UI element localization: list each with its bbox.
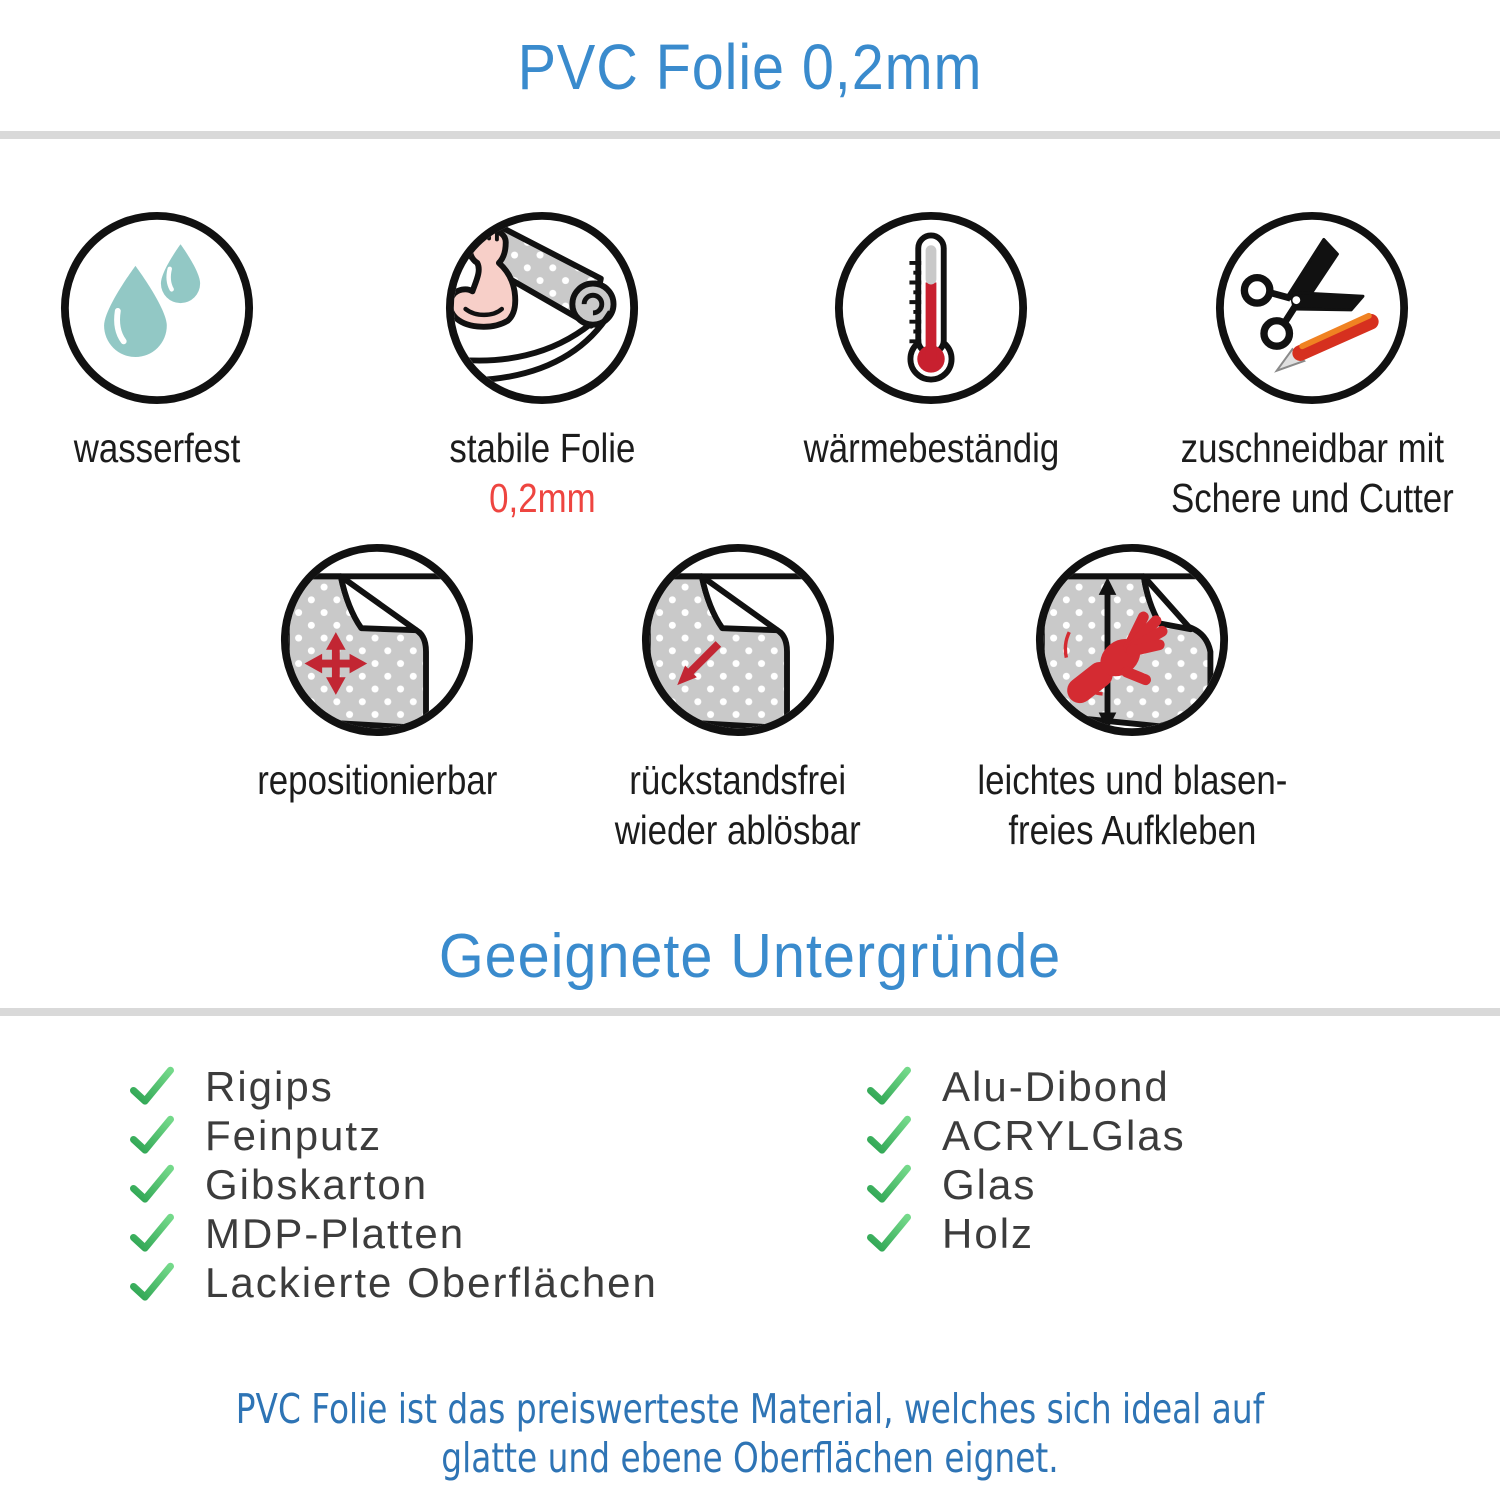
scissors-cutter-icon <box>1214 210 1410 406</box>
feature-label <box>977 755 1287 855</box>
substrate-label: MDP-Platten <box>205 1209 466 1257</box>
hand-smoothing-foil-icon <box>1034 542 1230 738</box>
footer-line: glatte und ebene Oberflächen eignet. <box>441 1434 1059 1482</box>
substrate-label: Alu-Dibond <box>942 1062 1170 1110</box>
feature-label-line: freies Aufkleben <box>1008 807 1256 853</box>
feature-sublabel-thickness: 0,2mm <box>488 475 596 521</box>
substrate-label: Holz <box>942 1209 1035 1257</box>
list-item <box>862 1062 1186 1111</box>
foil-move-arrows-icon <box>279 542 475 738</box>
list-item <box>125 1062 658 1111</box>
check-icon <box>862 1065 916 1109</box>
feature-label-line: rückstandsfrei <box>629 757 847 803</box>
check-icon <box>125 1114 179 1158</box>
thermometer-icon <box>833 210 1029 406</box>
list-item <box>125 1160 658 1209</box>
water-drops-icon <box>59 210 255 406</box>
substrate-label: Lackierte Oberflächen <box>205 1258 658 1306</box>
footer-line: PVC Folie ist das preiswerteste Material, welches sich ideal auf <box>235 1385 1265 1433</box>
substrates-heading: Geeignete Untergründe <box>438 922 1062 991</box>
feature-label-line: repositionierbar <box>256 757 498 803</box>
list-item <box>125 1111 658 1160</box>
feature-label-line: leichtes und blasen- <box>977 757 1287 803</box>
substrate-label: Gibskarton <box>205 1160 429 1208</box>
feature-label <box>803 423 1059 473</box>
footer-note <box>150 1385 1350 1483</box>
list-item <box>125 1209 658 1258</box>
check-icon <box>125 1261 179 1305</box>
check-icon <box>125 1212 179 1256</box>
feature-zuschneidbar <box>1112 210 1500 523</box>
feature-label-line: Schere und Cutter <box>1170 475 1454 521</box>
substrate-label: Glas <box>942 1160 1037 1208</box>
substrates-list-left <box>125 1062 658 1307</box>
feature-label-line: wasserfest <box>73 425 241 471</box>
feature-wasserfest <box>0 210 357 473</box>
feature-label-line: stabile Folie <box>449 425 635 471</box>
list-item <box>862 1111 1186 1160</box>
check-icon <box>125 1065 179 1109</box>
feature-label <box>74 423 241 473</box>
feature-label-line: wieder ablösbar <box>614 807 862 853</box>
divider-top <box>0 131 1500 139</box>
check-icon <box>125 1163 179 1207</box>
substrates-list-right <box>862 1062 1186 1258</box>
feature-label <box>1171 423 1454 523</box>
list-item <box>125 1258 658 1307</box>
list-item <box>862 1160 1186 1209</box>
check-icon <box>862 1114 916 1158</box>
divider-bottom <box>0 1008 1500 1016</box>
foil-peel-arrow-icon <box>640 542 836 738</box>
feature-rueckstandsfrei <box>538 542 938 855</box>
feature-label <box>257 755 497 805</box>
feature-blasenfrei <box>932 542 1332 855</box>
feature-stabile-folie <box>342 210 742 523</box>
feature-label <box>615 755 861 855</box>
feature-repositionierbar <box>177 542 577 805</box>
feature-label <box>449 423 635 523</box>
substrate-label: Rigips <box>205 1062 334 1110</box>
feature-label-line: wärmebeständig <box>803 425 1059 471</box>
muscle-arm-foil-icon <box>444 210 640 406</box>
substrate-label: Feinputz <box>205 1111 383 1159</box>
feature-label-line: zuschneidbar mit <box>1180 425 1444 471</box>
page-title: PVC Folie 0,2mm <box>517 31 983 103</box>
list-item <box>862 1209 1186 1258</box>
check-icon <box>862 1212 916 1256</box>
substrate-label: ACRYLGlas <box>942 1111 1186 1159</box>
check-icon <box>862 1163 916 1207</box>
feature-waermebestaendig <box>731 210 1131 473</box>
